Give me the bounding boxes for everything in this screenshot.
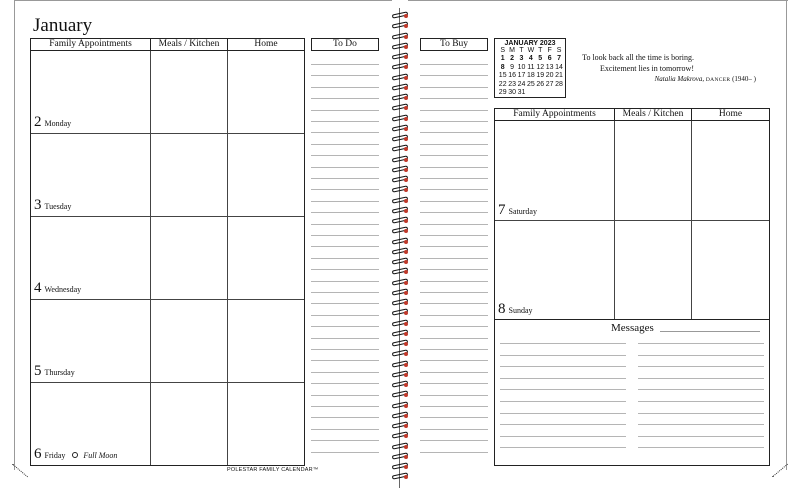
todo-line: [311, 281, 379, 282]
month-title: January: [33, 15, 93, 36]
mini-calendar-day: 15: [498, 72, 507, 80]
tobuy-line: [420, 383, 488, 384]
todo-line: [311, 429, 379, 430]
message-line: [638, 355, 764, 356]
mini-calendar-day: 24: [517, 80, 526, 88]
message-line: [638, 378, 764, 379]
spiral-coil: [391, 402, 409, 409]
day-name: Monday: [44, 119, 72, 128]
message-line: [638, 343, 764, 344]
message-line: [500, 413, 626, 414]
tobuy-line: [420, 440, 488, 441]
todo-line: [311, 258, 379, 259]
todo-line: [311, 326, 379, 327]
day-label-sunday: [498, 301, 533, 318]
tobuy-line: [420, 452, 488, 453]
mini-calendar-day: 12: [536, 63, 545, 71]
todo-line: [311, 235, 379, 236]
spiral-coil: [391, 197, 409, 204]
day-label-thursday: [34, 363, 75, 380]
tobuy-line: [420, 303, 488, 304]
right-day-grid: [494, 120, 770, 320]
spiral-coil: [391, 320, 409, 327]
day-name: Thursday: [44, 368, 75, 377]
spiral-coil: [391, 94, 409, 101]
mini-calendar-day: 21: [555, 72, 563, 80]
day-number: 8: [498, 301, 506, 317]
tobuy-line: [420, 429, 488, 430]
message-line: [500, 447, 626, 448]
spiral-coil: [391, 453, 409, 460]
day-label-saturday: [498, 202, 537, 219]
tobuy-line: [420, 292, 488, 293]
quote-years: (1940– ): [732, 75, 756, 83]
left-page-edge: [14, 0, 15, 470]
spiral-coil: [391, 289, 409, 296]
spiral-coil: [391, 145, 409, 152]
spiral-coil: [391, 279, 409, 286]
todo-line: [311, 292, 379, 293]
todo-line: [311, 338, 379, 339]
todo-line: [311, 178, 379, 179]
tobuy-line: [420, 246, 488, 247]
day-label-tuesday: [34, 197, 71, 214]
message-line: [500, 436, 626, 437]
message-line: [500, 378, 626, 379]
right-col-header-family: Family Appointments: [494, 108, 615, 121]
mini-calendar-day: 11: [527, 63, 535, 71]
quote-role: DANCER: [705, 77, 731, 83]
day-name: Saturday: [508, 207, 537, 216]
tobuy-line: [420, 406, 488, 407]
spiral-coil: [391, 432, 409, 439]
mini-calendar-day: 19: [536, 72, 545, 80]
todo-line: [311, 395, 379, 396]
todo-line: [311, 155, 379, 156]
left-page-top-edge: [14, 0, 392, 1]
mini-calendar-day: 2: [510, 55, 515, 63]
day-label-monday: [34, 114, 71, 131]
mini-calendar-day: 22: [498, 80, 507, 88]
day-number: 3: [34, 197, 42, 213]
tobuy-line: [420, 155, 488, 156]
mini-calendar-day: 26: [536, 80, 545, 88]
todo-line: [311, 315, 379, 316]
mini-calendar-day: 8: [500, 63, 505, 71]
todo-line: [311, 201, 379, 202]
mini-calendar-day: 23: [508, 80, 516, 88]
spiral-coil: [391, 340, 409, 347]
message-line: [500, 389, 626, 390]
todo-line: [311, 440, 379, 441]
tobuy-line: [420, 132, 488, 133]
tobuy-line: [420, 121, 488, 122]
message-line: [638, 366, 764, 367]
mini-calendar-weekday: M: [509, 47, 515, 54]
mini-calendar-day: 27: [545, 80, 554, 88]
day-name: Wednesday: [44, 285, 82, 294]
todo-line: [311, 87, 379, 88]
tobuy-line: [420, 395, 488, 396]
day-name: Friday: [44, 451, 66, 460]
mini-calendar-day: 20: [545, 72, 554, 80]
message-line: [500, 366, 626, 367]
tobuy-line: [420, 315, 488, 316]
message-line: [638, 424, 764, 425]
tobuy-line: [420, 269, 488, 270]
tobuy-line: [420, 326, 488, 327]
spiral-coil: [391, 443, 409, 450]
spiral-coil: [391, 84, 409, 91]
mini-calendar-day: 17: [517, 72, 526, 80]
todo-line: [311, 246, 379, 247]
message-line: [638, 401, 764, 402]
mini-calendar-day: 13: [545, 63, 554, 71]
mini-calendar-day: 9: [510, 63, 515, 71]
right-corner-dots: [772, 464, 788, 478]
spiral-coil: [391, 412, 409, 419]
right-page-top-edge: [408, 0, 788, 1]
spiral-coil: [391, 53, 409, 60]
todo-line: [311, 383, 379, 384]
spiral-coil: [391, 422, 409, 429]
todo-line: [311, 121, 379, 122]
day-name: Tuesday: [44, 202, 72, 211]
spiral-coil: [391, 330, 409, 337]
spiral-coil: [391, 309, 409, 316]
tobuy-line: [420, 417, 488, 418]
quote: [548, 52, 694, 74]
day-label-friday: [34, 446, 117, 463]
todo-line: [311, 224, 379, 225]
messages-box: [494, 319, 770, 466]
spiral-coil: [391, 371, 409, 378]
tobuy-line: [420, 201, 488, 202]
spiral-coil: [391, 156, 409, 163]
tobuy-line: [420, 258, 488, 259]
mini-calendar-day: 6: [547, 55, 552, 63]
day-note: Full Moon: [83, 451, 118, 460]
mini-calendar-day: 5: [538, 55, 543, 63]
spiral-coil: [391, 299, 409, 306]
todo-line: [311, 167, 379, 168]
tobuy-line: [420, 75, 488, 76]
tobuy-line: [420, 110, 488, 111]
spiral-coil: [391, 43, 409, 50]
tobuy-line: [420, 189, 488, 190]
left-corner-dots: [12, 464, 28, 478]
mini-calendar-weekday: W: [527, 47, 535, 54]
spiral-coil: [391, 22, 409, 29]
todo-line: [311, 64, 379, 65]
mini-calendar-day: 31: [517, 89, 526, 97]
mini-calendar-day: 29: [498, 89, 507, 97]
todo-line: [311, 132, 379, 133]
tobuy-line: [420, 167, 488, 168]
day-name: Sunday: [508, 306, 533, 315]
mini-calendar-weekday: T: [519, 47, 524, 54]
spiral-coil: [391, 463, 409, 470]
message-line: [638, 447, 764, 448]
spiral-coil: [391, 227, 409, 234]
todo-line: [311, 144, 379, 145]
messages-title: Messages: [611, 322, 654, 334]
tobuy-line: [420, 98, 488, 99]
spiral-coil: [391, 186, 409, 193]
todo-line: [311, 189, 379, 190]
mini-calendar-day: 18: [526, 72, 535, 80]
mini-calendar-day: 10: [517, 63, 526, 71]
mini-calendar-weekday: T: [538, 47, 543, 54]
todo-line: [311, 269, 379, 270]
spiral-coil: [391, 391, 409, 398]
todo-line: [311, 417, 379, 418]
mini-calendar-day: 7: [557, 55, 561, 63]
spiral-coil: [391, 12, 409, 19]
full-moon-icon: [72, 452, 78, 458]
tobuy-line: [420, 64, 488, 65]
spiral-coil: [391, 207, 409, 214]
mini-calendar-day: 3: [519, 55, 524, 63]
spiral-coil: [391, 350, 409, 357]
quote-line-1: To look back all the time is boring.: [582, 53, 694, 62]
day-number: 7: [498, 202, 506, 218]
todo-line: [311, 75, 379, 76]
spiral-coil: [391, 125, 409, 132]
spiral-coil: [391, 238, 409, 245]
spiral-coil: [391, 258, 409, 265]
todo-line: [311, 98, 379, 99]
todo-line: [311, 110, 379, 111]
mini-calendar-weekday: F: [547, 47, 552, 54]
message-line: [638, 413, 764, 414]
mini-calendar-day: 30: [508, 89, 516, 97]
left-col-header-meals: Meals / Kitchen: [150, 38, 228, 51]
tobuy-line: [420, 360, 488, 361]
day-number: 2: [34, 114, 42, 130]
tobuy-line: [420, 224, 488, 225]
message-line: [638, 389, 764, 390]
tobuy-line: [420, 338, 488, 339]
spiral-coil: [391, 63, 409, 70]
spiral-coil: [391, 248, 409, 255]
day-label-wednesday: [34, 280, 81, 297]
tobuy-line: [420, 372, 488, 373]
mini-calendar-day: 14: [555, 63, 563, 71]
left-col-header-home: Home: [227, 38, 305, 51]
mini-calendar-day: 28: [555, 80, 563, 88]
message-line: [500, 355, 626, 356]
tobuy-header: To Buy: [420, 38, 488, 51]
message-line: [500, 343, 626, 344]
todo-line: [311, 372, 379, 373]
message-line: [500, 401, 626, 402]
spiral-coil: [391, 74, 409, 81]
mini-calendar-day: 1: [500, 55, 505, 63]
right-page-edge: [786, 0, 787, 470]
spiral-coil: [391, 381, 409, 388]
todo-header: To Do: [311, 38, 379, 51]
message-line: [638, 436, 764, 437]
right-col-header-meals: Meals / Kitchen: [614, 108, 692, 121]
spiral-coil: [391, 268, 409, 275]
mini-calendar-weekday: S: [500, 47, 506, 54]
quote-author: Natalia Makrova,: [654, 75, 705, 83]
spiral-coil: [391, 217, 409, 224]
mini-calendar-day: 4: [528, 55, 533, 63]
spiral-coil: [391, 104, 409, 111]
day-number: 4: [34, 280, 42, 296]
todo-line: [311, 406, 379, 407]
tobuy-line: [420, 212, 488, 213]
todo-line: [311, 212, 379, 213]
day-number: 5: [34, 363, 42, 379]
left-day-grid: [30, 50, 305, 466]
tobuy-line: [420, 87, 488, 88]
tobuy-line: [420, 178, 488, 179]
mini-calendar-day: 16: [508, 72, 516, 80]
left-col-header-family: Family Appointments: [30, 38, 151, 51]
message-line: [500, 424, 626, 425]
spiral-coil: [391, 166, 409, 173]
spiral-coil: [391, 361, 409, 368]
tobuy-line: [420, 349, 488, 350]
quote-line-2: Excitement lies in tomorrow!: [600, 64, 694, 73]
todo-line: [311, 303, 379, 304]
tobuy-line: [420, 281, 488, 282]
todo-line: [311, 452, 379, 453]
tobuy-line: [420, 144, 488, 145]
quote-attribution: [594, 75, 756, 83]
day-number: 6: [34, 446, 42, 462]
mini-calendar-title: JANUARY 2023: [504, 40, 556, 47]
spiral-coil: [391, 135, 409, 142]
spiral-coil: [391, 33, 409, 40]
todo-line: [311, 349, 379, 350]
mini-calendar-day: 25: [526, 80, 535, 88]
spiral-coil: [391, 473, 409, 480]
mini-calendar-weekday: S: [556, 47, 562, 54]
todo-line: [311, 360, 379, 361]
messages-title-rule: [660, 331, 760, 332]
right-col-header-home: Home: [691, 108, 770, 121]
spiral-coil: [391, 176, 409, 183]
brand-footer: POLESTAR FAMILY CALENDAR™: [227, 467, 319, 473]
tobuy-line: [420, 235, 488, 236]
spiral-coil: [391, 115, 409, 122]
